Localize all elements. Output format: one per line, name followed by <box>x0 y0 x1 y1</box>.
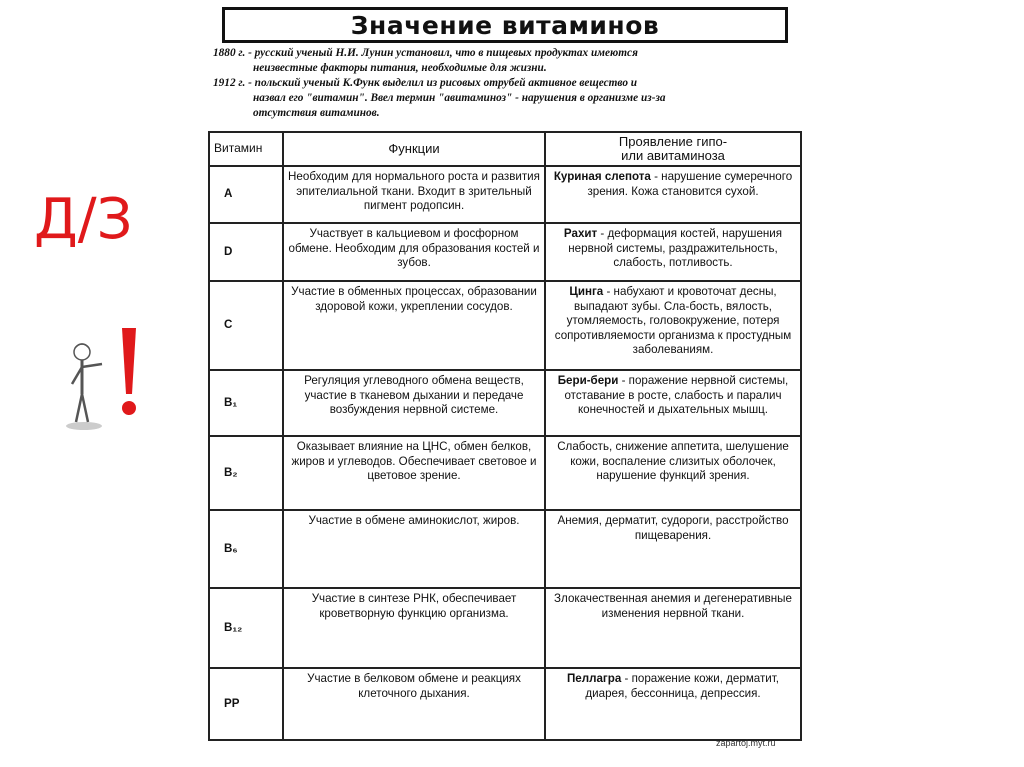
vitamin-name: D <box>209 223 283 281</box>
table-row <box>209 281 801 370</box>
vitamin-function: Участие в обмене аминокислот, жиров. <box>283 510 545 588</box>
vitamin-name: C <box>209 281 283 370</box>
manifestation-text: - набухают и кровоточат десны, выпадают зубы. Сла-бость, вялость, утомляемость, головокружение, потеря сопротивляемости организма к простудным заболеваниям. <box>554 285 792 356</box>
vitamin-manifestation <box>545 510 801 588</box>
vitamin-function: Участвует в кальциевом и фосфорном обмене. Необходим для образования костей и зубов. <box>283 223 545 281</box>
vitamin-function: Участие в обменных процессах, образовании здоровой кожи, укреплении сосудов. <box>283 281 545 370</box>
vitamin-function: Участие в белковом обмене и реакциях клеточного дыхания. <box>283 668 545 740</box>
vitamin-name: B₁ <box>209 370 283 436</box>
page-title: Значение витаминов <box>350 10 660 40</box>
vitamin-name: B₂ <box>209 436 283 510</box>
manifestation-text: Анемия, дерматит, судороги, расстройство пищеварения. <box>557 514 789 542</box>
vitamin-function: Оказывает влияние на ЦНС, обмен белков, жиров и углеводов. Обеспечивает световое и цветовое зрение. <box>283 436 545 510</box>
vitamin-manifestation <box>545 436 801 510</box>
intro-text <box>213 46 803 121</box>
vitamin-function: Регуляция углеводного обмена веществ, участие в тканевом дыхании и передаче возбуждения нервной системе. <box>283 370 545 436</box>
vitamins-table <box>208 131 802 741</box>
manifestation-text: - поражение кожи, дерматит, диарея, бессонница, депрессия. <box>585 672 780 700</box>
table-row <box>209 223 801 281</box>
table-row <box>209 436 801 510</box>
manifestation-text: - нарушение сумеречного зрения. Кожа становится сухой. <box>587 170 793 198</box>
manifestation-text: - поражение нервной системы, отставание в росте, слабость и паралич конечностей и дыхательных мышц. <box>564 374 789 416</box>
manifestation-text: Злокачественная анемия и дегенеративные изменения нервной ткани. <box>554 592 792 620</box>
homework-label: Д/З <box>34 187 133 252</box>
intro-line: 1912 г. - польский ученый К.Функ выделил из рисовых отрубей активное вещество и <box>213 77 638 89</box>
vitamin-name: B₆ <box>209 510 283 588</box>
intro-line: назвал его "витамин". Ввел термин "авитаминоз" - нарушения в организме из-за <box>253 92 666 104</box>
intro-line: неизвестные факторы питания, необходимые для жизни. <box>253 62 547 74</box>
table-row <box>209 370 801 436</box>
table-row <box>209 166 801 223</box>
vitamin-function: Необходим для нормального роста и развития эпителиальной ткани. Входит в зрительный пигмент родопсин. <box>283 166 545 223</box>
disease-name: Бери-бери <box>557 374 619 387</box>
table-row <box>209 668 801 740</box>
vitamin-function: Участие в синтезе РНК, обеспечивает кроветворную функцию организма. <box>283 588 545 668</box>
disease-name: Рахит <box>563 227 598 240</box>
header-functions: Функции <box>283 132 545 166</box>
vitamin-manifestation <box>545 588 801 668</box>
intro-line: отсутствия витаминов. <box>253 107 380 119</box>
stick-figure-exclamation-icon <box>54 322 146 432</box>
header-manifestation: Проявление гипо- или авитаминоза <box>545 132 801 166</box>
table-row <box>209 510 801 588</box>
vitamin-manifestation <box>545 223 801 281</box>
vitamin-name: B₁₂ <box>209 588 283 668</box>
table-header-row <box>209 132 801 166</box>
vitamin-manifestation <box>545 281 801 370</box>
watermark: zapartoj.myt.ru <box>716 738 776 748</box>
disease-name: Куриная слепота <box>553 170 651 183</box>
vitamin-manifestation <box>545 166 801 223</box>
vitamin-name: PP <box>209 668 283 740</box>
table-row <box>209 588 801 668</box>
disease-name: Пеллагра <box>566 672 622 685</box>
title-box <box>222 7 788 43</box>
vitamin-name: A <box>209 166 283 223</box>
manifestation-text: - деформация костей, нарушения нервной системы, раздражительность, слабость, потливость. <box>568 227 783 269</box>
disease-name: Цинга <box>569 285 604 298</box>
vitamin-manifestation <box>545 370 801 436</box>
header-vitamin: Витамин <box>209 132 283 166</box>
manifestation-text: Слабость, снижение аппетита, шелушение кожи, воспаление слизитых оболочек, нарушение функций зрения. <box>557 440 789 482</box>
intro-line: 1880 г. - русский ученый Н.И. Лунин установил, что в пищевых продуктах имеются <box>213 47 638 59</box>
vitamin-manifestation <box>545 668 801 740</box>
